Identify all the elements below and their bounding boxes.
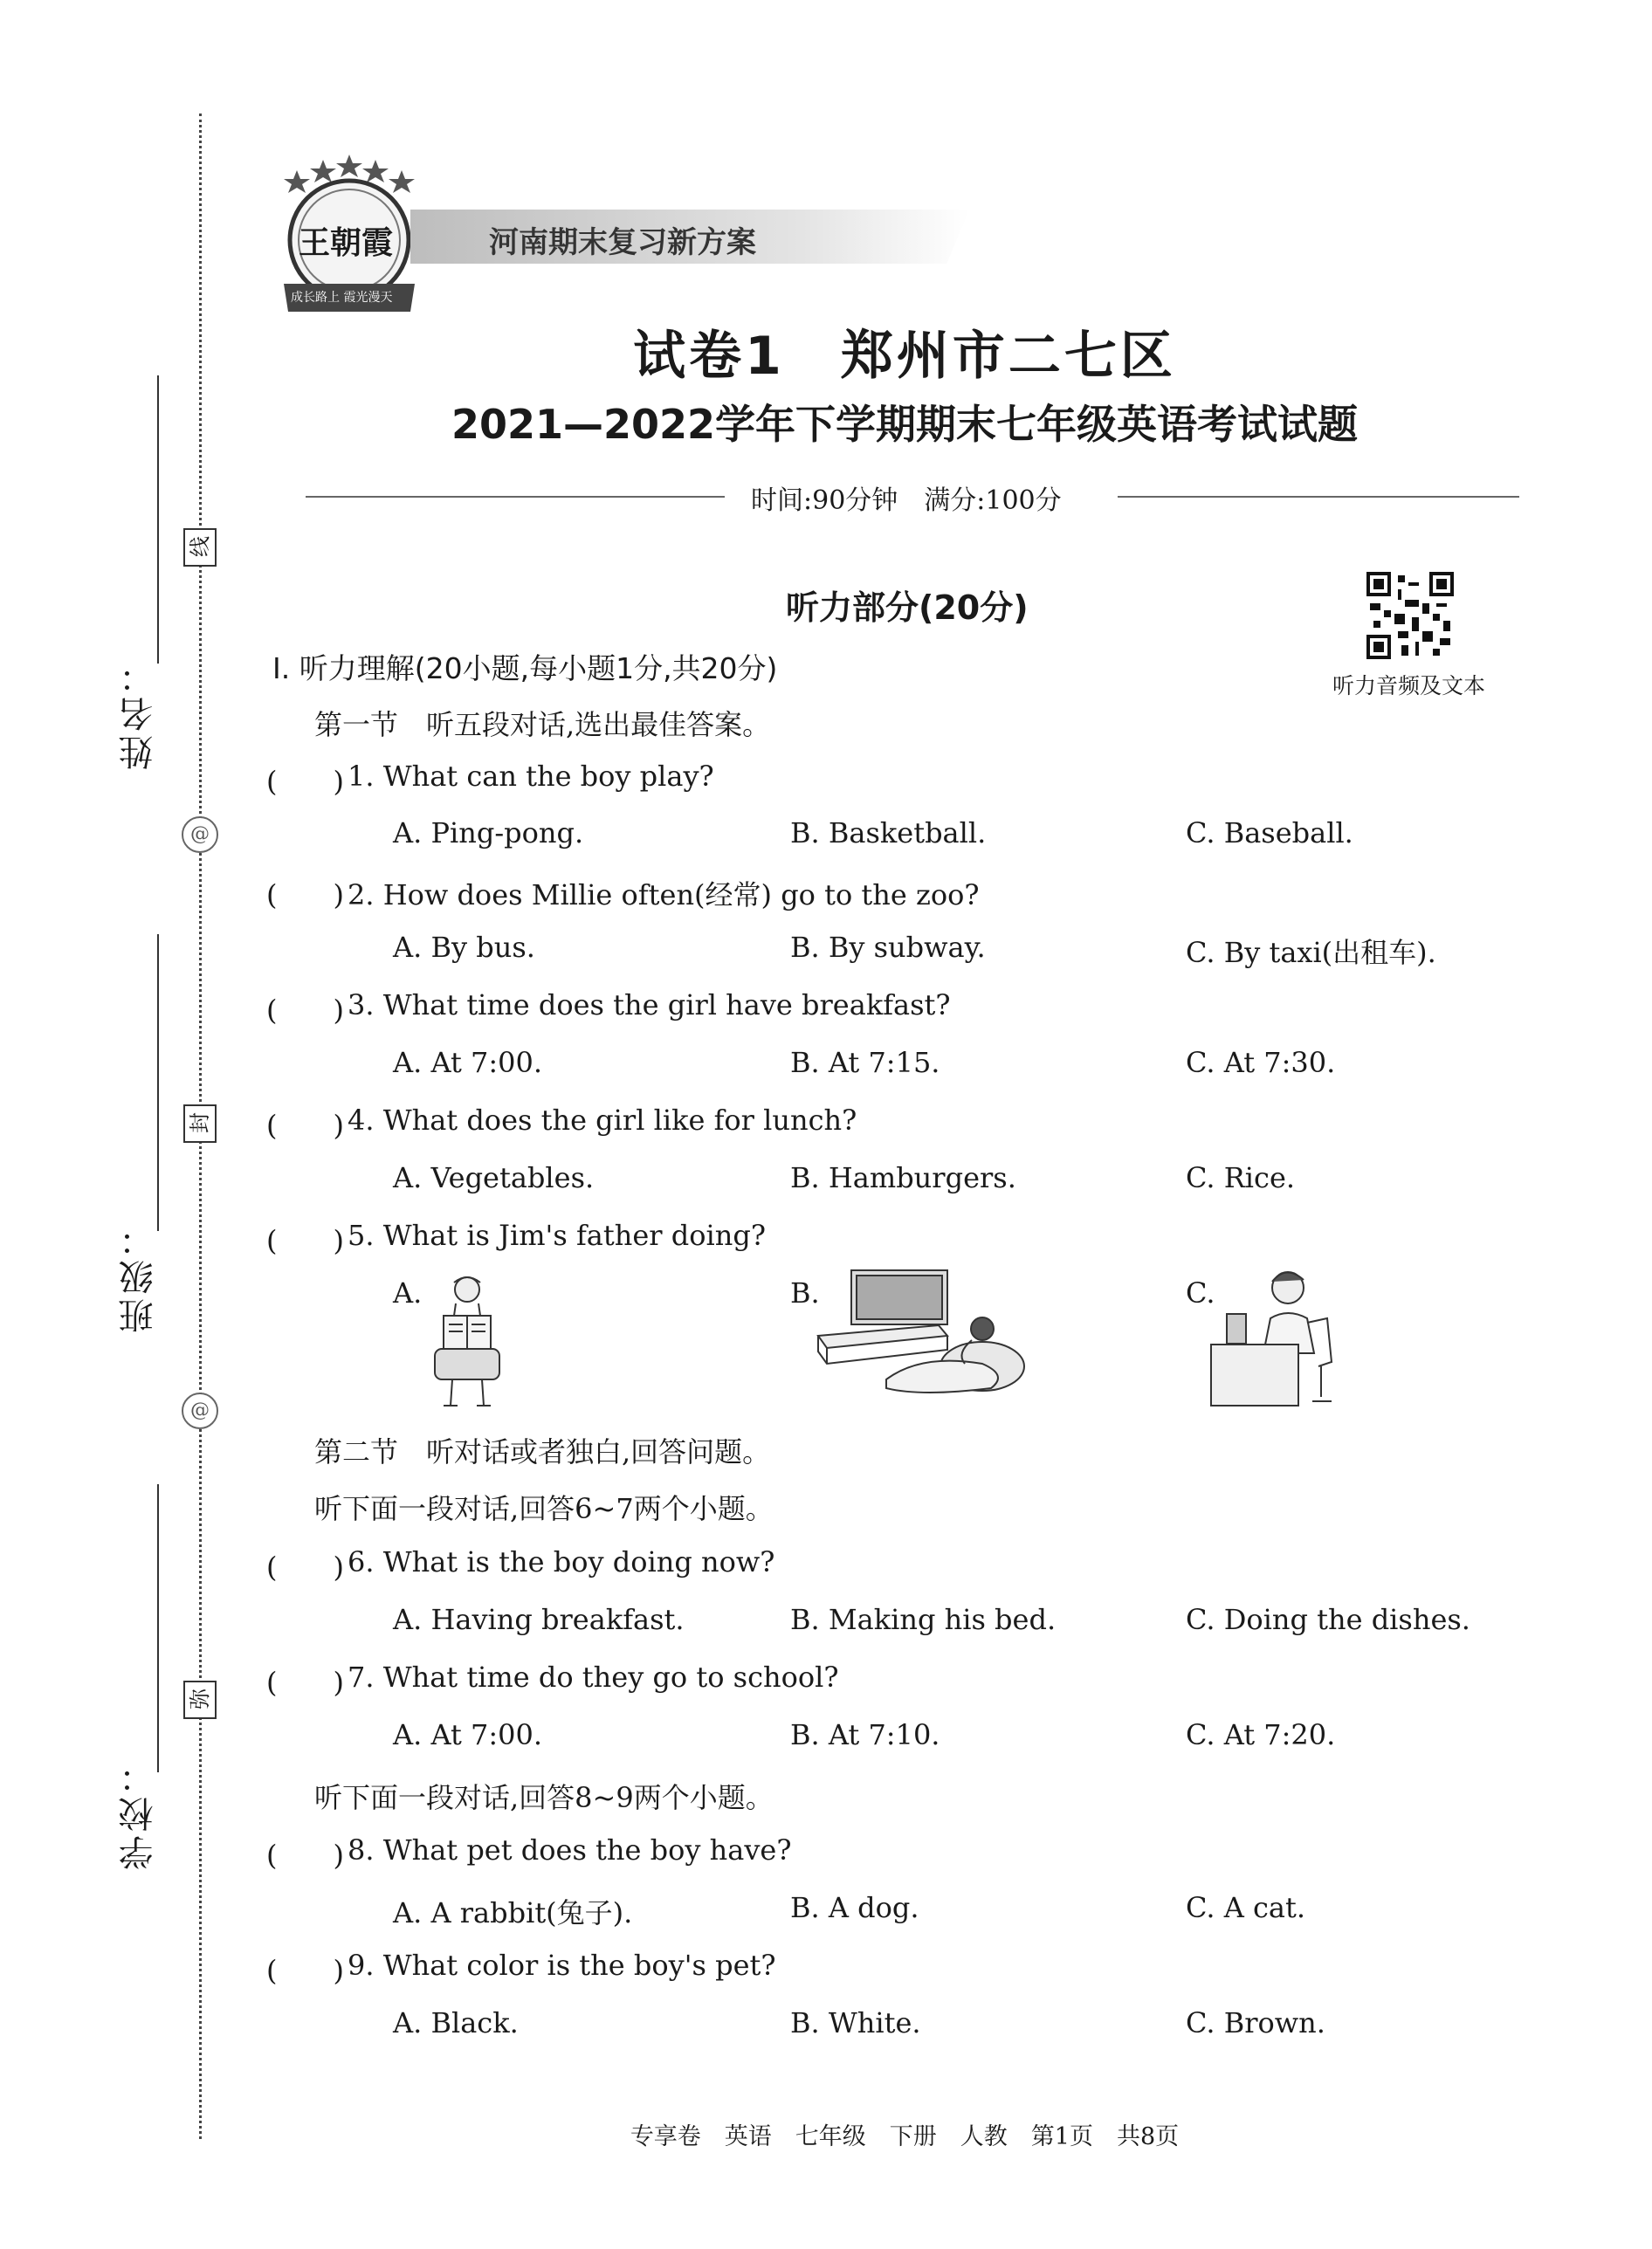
answer-blank[interactable]: ( ) — [266, 994, 344, 1027]
option-a: A. Having breakfast. — [393, 1603, 685, 1636]
qr-caption: 听力音频及文本 — [1332, 673, 1486, 698]
section-instruction: 第一节 听五段对话,选出最佳答案。 — [314, 708, 771, 741]
boy-watching-tv-illustration — [816, 1266, 1026, 1397]
option-a: A. Vegetables. — [393, 1161, 595, 1194]
question-text: 4. What does the girl like for lunch? — [348, 1104, 857, 1137]
exam-subtitle: 2021—2022学年下学期期末七年级英语考试试题 — [451, 401, 1359, 448]
question-text: 5. What is Jim's father doing? — [348, 1219, 766, 1252]
page-footer: 专享卷 英语 七年级 下册 人教 第1页 共8页 — [630, 2123, 1180, 2150]
option-c: C. At 7:30. — [1186, 1046, 1336, 1079]
man-reading-newspaper-illustration — [428, 1270, 506, 1410]
question-text: 9. What color is the boy's pet? — [348, 1949, 776, 1982]
option-c: C. Baseball. — [1186, 816, 1353, 849]
dialog-instruction: 听下面一段对话,回答6~7两个小题。 — [314, 1492, 774, 1525]
option-b: B. Basketball. — [790, 816, 987, 849]
option-a: A. Ping-pong. — [393, 816, 584, 849]
logo-slogan: 成长路上 霞光漫天 — [291, 291, 393, 305]
section-instruction: 第二节 听对话或者独白,回答问题。 — [314, 1435, 771, 1468]
name-label: 姓名： — [119, 655, 159, 770]
option-b: B. At 7:15. — [790, 1046, 940, 1079]
option-c: C. Brown. — [1186, 2006, 1325, 2039]
answer-blank[interactable]: ( ) — [266, 1551, 344, 1584]
option-b: B. By subway. — [790, 931, 986, 964]
option-a: A. At 7:00. — [393, 1046, 543, 1079]
option-b: B. At 7:10. — [790, 1718, 940, 1751]
dialog-instruction: 听下面一段对话,回答8~9两个小题。 — [314, 1781, 774, 1814]
answer-blank[interactable]: ( ) — [266, 1224, 344, 1257]
listening-heading: 听力部分(20分) — [786, 588, 1029, 627]
exam-title: 试卷1 郑州市二七区 — [633, 326, 1176, 387]
option-b: B. White. — [790, 2006, 921, 2039]
answer-blank[interactable]: ( ) — [266, 765, 344, 798]
answer-blank[interactable]: ( ) — [266, 878, 344, 911]
cut-mark-mi: 弥 — [183, 1681, 217, 1719]
question-text: 8. What pet does the boy have? — [348, 1833, 792, 1867]
answer-blank[interactable]: ( ) — [266, 1954, 344, 1987]
time-info: 时间:90分钟 满分:100分 — [751, 485, 1062, 516]
part-title: Ⅰ. 听力理解(20小题,每小题1分,共20分) — [272, 651, 778, 685]
answer-blank[interactable]: ( ) — [266, 1666, 344, 1699]
logo-text: 王朝霞 — [299, 224, 394, 261]
option-a: A. At 7:00. — [393, 1718, 543, 1751]
option-c: C. Rice. — [1186, 1161, 1296, 1194]
question-text: 3. What time does the girl have breakfast? — [348, 988, 951, 1021]
spiral-icon: @ — [182, 1393, 218, 1429]
option-c: C. A cat. — [1186, 1891, 1305, 1924]
man-working-at-computer-illustration — [1209, 1257, 1349, 1414]
answer-blank[interactable]: ( ) — [266, 1109, 344, 1142]
option-a: A. A rabbit(兔子). — [393, 1896, 633, 1929]
question-text: 6. What is the boy doing now? — [348, 1545, 775, 1578]
spiral-icon: @ — [182, 816, 218, 853]
option-b: B. A dog. — [790, 1891, 919, 1924]
qr-code-icon[interactable] — [1366, 572, 1454, 659]
option-a: A. Black. — [393, 2006, 519, 2039]
option-b: B. Making his bed. — [790, 1603, 1057, 1636]
option-a: A. By bus. — [393, 931, 535, 964]
question-text: 7. What time do they go to school? — [348, 1661, 839, 1694]
cut-mark-xian: 线 — [183, 528, 217, 567]
cut-mark-feng: 封 — [183, 1104, 217, 1143]
divider-line — [1118, 496, 1519, 498]
option-b: B. — [790, 1276, 820, 1310]
school-label: 学校： — [119, 1755, 159, 1870]
option-a: A. — [393, 1276, 423, 1310]
divider-line — [306, 496, 725, 498]
answer-blank[interactable]: ( ) — [266, 1839, 344, 1872]
option-c: C. At 7:20. — [1186, 1718, 1336, 1751]
class-underline — [157, 934, 159, 1231]
option-b: B. Hamburgers. — [790, 1161, 1016, 1194]
option-c: C. Doing the dishes. — [1186, 1603, 1470, 1636]
banner-text: 河南期末复习新方案 — [489, 225, 756, 260]
question-text: 2. How does Millie often(经常) go to the zoo? — [348, 878, 980, 911]
school-underline — [157, 1484, 159, 1772]
option-c: C. — [1186, 1276, 1215, 1310]
class-label: 班级： — [119, 1218, 159, 1333]
question-text: 1. What can the boy play? — [348, 760, 714, 793]
option-c: C. By taxi(出租车). — [1186, 936, 1436, 969]
